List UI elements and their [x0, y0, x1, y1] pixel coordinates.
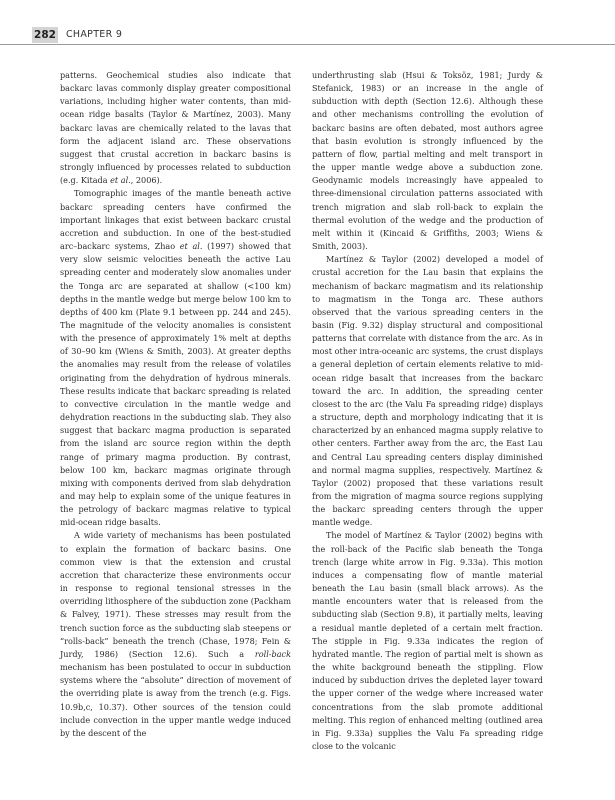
header-rule	[0, 44, 615, 45]
left-paragraph-2: Tomographic images of the mantle beneath active backarc spreading centers have confirmed the important linkages that exist between backarc crustal accretion and subduction. In one of the best-studied arc–backarc systems, Zhao et al. (1997) showed that very slow seismic velocities beneath the active Lau spreading center and moderately slow anomalies under the Tonga arc are separated at shallow (<100 km) depths in the mantle wedge but merge below 100 km to depths of 400 km (Plate 9.1 between pp. 244 and 245). The magnitude of the velocity anomalies is consistent with the presence of approximately 1% melt at depths of 30–90 km (Wiens & Smith, 2003). At greater depths the anomalies may result from the release of volatiles originating from the dehydration of hydrous minerals. These results indicate that backarc spreading is related to convective circulation in the mantle wedge and dehydration reactions in the subducting slab. They also suggest that backarc magma production is separated from the island arc source region within the depth range of primary magma production. By contrast, below 100 km, backarc magmas originate through mixing with components derived from slab dehydration and may help to explain some of the unique features in the petrology of backarc magmas relative to typical mid-ocean ridge basalts.	[60, 188, 291, 528]
page-number: 282	[32, 27, 58, 43]
right-paragraph-1: underthrusting slab (Hsui & Toksöz, 1981; Jurdy & Stefanick, 1983) or an increase in the angle of subduction with depth (Section 12.6). Although these and other mechanisms controlling the evolution of backarc basins are often debated, most authors agree that basin evolution is strongly influenced by the pattern of flow, partial melting and melt transport in the upper mantle wedge above a subduction zone. Geodynamic models increasingly have appealed to three-dimensional circulation patterns associated with trench migration and slab roll-back to explain the thermal evolution of the wedge and the production of melt within it (Kincaid & Griffiths, 2003; Wiens & Smith, 2003).	[312, 70, 543, 252]
left-paragraph-3: A wide variety of mechanisms has been postulated to explain the formation of backarc basins. One common view is that the extension and crustal accretion that characterize these environments occur in response to regional tensional stresses in the overriding lithosphere of the subduction zone (Packham & Falvey, 1971). These stresses may result from the trench suction force as the subducting slab steepens or “rolls-back” beneath the trench (Chase, 1978; Fein & Jurdy, 1986) (Section 12.6). Such a roll-back mechanism has been postulated to occur in subduction systems where the “absolute” direction of movement of the overriding plate is away from the trench (e.g. Figs. 10.9b,c, 10.37). Other sources of the tension could include convection in the upper mantle wedge induced by the descent of the	[60, 530, 291, 738]
right-column	[312, 69, 543, 753]
left-column	[60, 69, 291, 740]
page-header	[0, 18, 615, 44]
right-paragraph-2: Martínez & Taylor (2002) developed a model of crustal accretion for the Lau basin that explains the mechanism of backarc magmatism and its relationship to magmatism in the Tonga arc. These authors observed that the various spreading centers in the basin (Fig. 9.32) display structural and compositional patterns that correlate with distance from the arc. As in most other intra-oceanic arc systems, the crust displays a general depletion of certain elements relative to mid-ocean ridge basalt that increases from the backarc toward the arc. In addition, the spreading center closest to the arc (the Valu Fa spreading ridge) displays a structure, depth and morphology indicating that it is characterized by an enhanced magma supply relative to other centers. Farther away from the arc, the East Lau and Central Lau spreading centers display diminished and normal magma supplies, respectively. Martínez & Taylor (2002) proposed that these variations result from the migration of magma source regions supplying the backarc spreading centers through the upper mantle wedge.	[312, 254, 543, 528]
chapter-title: CHAPTER 9	[66, 29, 123, 40]
right-paragraph-3: The model of Martínez & Taylor (2002) begins with the roll-back of the Pacific slab beneath the Tonga trench (large white arrow in Fig. 9.33a). This motion induces a compensating flow of mantle material beneath the Lau basin (small black arrows). As the mantle encounters water that is released from the subducting slab (Section 9.8), it partially melts, leaving a residual mantle depleted of a certain melt fraction. The stipple in Fig. 9.33a indicates the region of hydrated mantle. The region of partial melt is shown as the white background beneath the stippling. Flow induced by subduction drives the depleted layer toward the upper corner of the wedge where increased water concentrations from the slab promote additional melting. This region of enhanced melting (outlined area in Fig. 9.33a) supplies the Valu Fa spreading ridge close to the volcanic	[312, 530, 543, 751]
left-paragraph-1: patterns. Geochemical studies also indicate that backarc lavas commonly display greater compositional variations, including higher water contents, than mid-ocean ridge basalts (Taylor & Martínez, 2003). Many backarc lavas are chemically related to the lavas that form the adjacent island arc. These observations suggest that crustal accretion in backarc basins is strongly influenced by processes related to subduction (e.g. Kitada et al., 2006).	[60, 70, 291, 186]
